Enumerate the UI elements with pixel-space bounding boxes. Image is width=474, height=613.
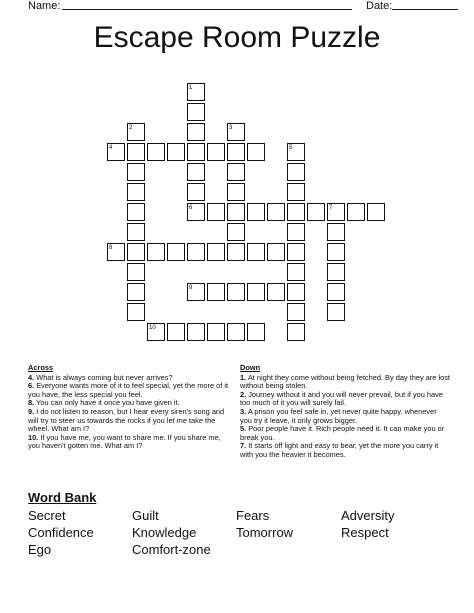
grid-cell[interactable] bbox=[167, 323, 185, 341]
down-clue bbox=[240, 391, 450, 408]
clue-text: At night they come without being fetched. By day they are lost without being stolen. bbox=[240, 372, 450, 391]
word-bank-item: Secret bbox=[28, 508, 66, 523]
clue-text: Journey without it and you will never prevail, but if you have too much of it you will surely fail. bbox=[240, 389, 443, 408]
grid-cell[interactable] bbox=[287, 163, 305, 181]
clue-text: I do not listen to reason, but I hear every siren's song and will try to steer us towards the rocks if you let me take the wheel. What am I? bbox=[28, 406, 225, 434]
grid-cell[interactable] bbox=[287, 283, 305, 301]
clue-number: 10 bbox=[149, 325, 156, 331]
grid-cell[interactable] bbox=[327, 243, 345, 261]
grid-cell[interactable] bbox=[187, 123, 205, 141]
clue-number: 3. bbox=[240, 406, 247, 416]
word-bank-item: Ego bbox=[28, 542, 52, 557]
clue-text: It starts off light and easy to bear, yet the more you carry it with you the heavier it becomes. bbox=[240, 441, 439, 459]
name-label: Name: bbox=[28, 0, 61, 12]
page-title: Escape Room Puzzle bbox=[93, 21, 381, 54]
grid-cell[interactable] bbox=[227, 143, 245, 161]
word-bank-item: Tomorrow bbox=[236, 525, 294, 540]
clue-number: 9. bbox=[28, 406, 35, 416]
clue-number: 4 bbox=[109, 145, 113, 151]
grid-cell[interactable] bbox=[127, 143, 145, 161]
clue-number: 5. bbox=[240, 424, 247, 434]
grid-cell[interactable] bbox=[287, 243, 305, 261]
grid-cell[interactable] bbox=[287, 303, 305, 321]
clue-number: 2 bbox=[129, 125, 133, 131]
grid-cell[interactable] bbox=[307, 203, 325, 221]
grid-cell[interactable] bbox=[127, 203, 145, 221]
word-bank-item: Confidence bbox=[28, 525, 94, 540]
grid-cell[interactable] bbox=[227, 183, 245, 201]
grid-cell[interactable] bbox=[247, 283, 265, 301]
grid-cell[interactable] bbox=[247, 143, 265, 161]
down-clue bbox=[240, 408, 450, 425]
grid-cell[interactable] bbox=[247, 323, 265, 341]
grid-cell[interactable] bbox=[327, 303, 345, 321]
clue-number: 7. bbox=[240, 441, 247, 451]
grid-cell[interactable] bbox=[187, 183, 205, 201]
clue-text: You can only have it once you have given it. bbox=[34, 398, 180, 408]
grid-cell[interactable] bbox=[207, 143, 225, 161]
grid-cell[interactable] bbox=[267, 203, 285, 221]
clue-number: 6 bbox=[189, 205, 193, 211]
clue-text: Everyone wants more of it to feel special, yet the more of it you have, the less special you feel. bbox=[28, 381, 229, 399]
grid-cell[interactable] bbox=[147, 143, 165, 161]
clue-number: 7 bbox=[329, 205, 333, 211]
word-bank-title: Word Bank bbox=[28, 490, 97, 505]
down-clue bbox=[240, 374, 450, 391]
grid-cell[interactable] bbox=[187, 243, 205, 261]
grid-cell[interactable] bbox=[227, 163, 245, 181]
grid-cell[interactable] bbox=[247, 243, 265, 261]
grid-cell[interactable] bbox=[147, 243, 165, 261]
across-clue bbox=[28, 408, 233, 434]
word-bank-item: Adversity bbox=[341, 508, 395, 523]
clue-text: If you have me, you want to share me. If you share me, you haven't gotten me. What am I? bbox=[28, 432, 221, 451]
grid-cell[interactable] bbox=[127, 263, 145, 281]
clue-number: 2. bbox=[240, 389, 247, 399]
grid-cell[interactable] bbox=[367, 203, 385, 221]
word-bank-item: Knowledge bbox=[132, 525, 197, 540]
grid-cell[interactable] bbox=[207, 243, 225, 261]
grid-cell[interactable] bbox=[127, 283, 145, 301]
clue-number: 10. bbox=[28, 432, 39, 442]
grid-cell[interactable] bbox=[347, 203, 365, 221]
grid-cell[interactable] bbox=[207, 323, 225, 341]
grid-cell[interactable] bbox=[127, 303, 145, 321]
grid-cell[interactable] bbox=[287, 203, 305, 221]
word-bank-item: Fears bbox=[236, 508, 270, 523]
down-heading: Down bbox=[240, 363, 261, 372]
across-clue bbox=[28, 434, 233, 451]
grid-cell[interactable] bbox=[247, 203, 265, 221]
grid-cell[interactable] bbox=[227, 203, 245, 221]
word-bank-item: Comfort-zone bbox=[132, 542, 211, 557]
grid-cell[interactable] bbox=[267, 283, 285, 301]
word-bank-item: Respect bbox=[341, 525, 389, 540]
clue-number: 3 bbox=[229, 125, 233, 131]
clue-number: 8. bbox=[28, 398, 35, 408]
clue-text: Poor people have it. Rich people need it. It can make you or break you. bbox=[240, 424, 445, 442]
grid-cell[interactable] bbox=[227, 323, 245, 341]
word-bank-item: Guilt bbox=[132, 508, 159, 523]
across-heading: Across bbox=[28, 363, 54, 372]
grid-cell[interactable] bbox=[187, 103, 205, 121]
grid-cell[interactable] bbox=[327, 283, 345, 301]
grid-cell[interactable] bbox=[167, 243, 185, 261]
grid-cell[interactable] bbox=[167, 143, 185, 161]
clue-number: 4. bbox=[28, 372, 35, 382]
grid-cell[interactable] bbox=[127, 223, 145, 241]
down-clue bbox=[240, 425, 450, 442]
clue-number: 9 bbox=[189, 285, 193, 291]
grid-cell[interactable] bbox=[327, 223, 345, 241]
across-clue bbox=[28, 382, 233, 399]
grid-cell[interactable] bbox=[127, 163, 145, 181]
grid-cell[interactable] bbox=[287, 263, 305, 281]
grid-cell[interactable] bbox=[187, 323, 205, 341]
grid-cell[interactable] bbox=[267, 243, 285, 261]
grid-cell[interactable] bbox=[127, 183, 145, 201]
grid-cell[interactable] bbox=[207, 283, 225, 301]
date-label: Date: bbox=[366, 0, 393, 12]
clue-number: 1 bbox=[189, 85, 193, 91]
grid-cell[interactable] bbox=[287, 323, 305, 341]
grid-cell[interactable] bbox=[327, 263, 345, 281]
clue-number: 8 bbox=[109, 245, 113, 251]
clue-number: 6. bbox=[28, 381, 35, 391]
across-clues bbox=[28, 364, 233, 451]
grid-cell[interactable] bbox=[227, 243, 245, 261]
grid-cell[interactable] bbox=[227, 223, 245, 241]
grid-cell[interactable] bbox=[187, 163, 205, 181]
grid-cell[interactable] bbox=[127, 243, 145, 261]
down-clues bbox=[240, 364, 450, 460]
grid-cell[interactable] bbox=[227, 283, 245, 301]
grid-cell[interactable] bbox=[187, 143, 205, 161]
down-clue bbox=[240, 442, 450, 459]
clue-number: 5 bbox=[289, 145, 293, 151]
clue-number: 1. bbox=[240, 372, 247, 382]
grid-cell[interactable] bbox=[287, 223, 305, 241]
clue-text: A prison you feel safe in, yet never quite happy. whenever you try it leave, it only grows bigger. bbox=[240, 406, 437, 425]
grid-cell[interactable] bbox=[207, 203, 225, 221]
grid-cell[interactable] bbox=[287, 183, 305, 201]
clue-text: What is always coming but never arrives? bbox=[34, 372, 173, 382]
